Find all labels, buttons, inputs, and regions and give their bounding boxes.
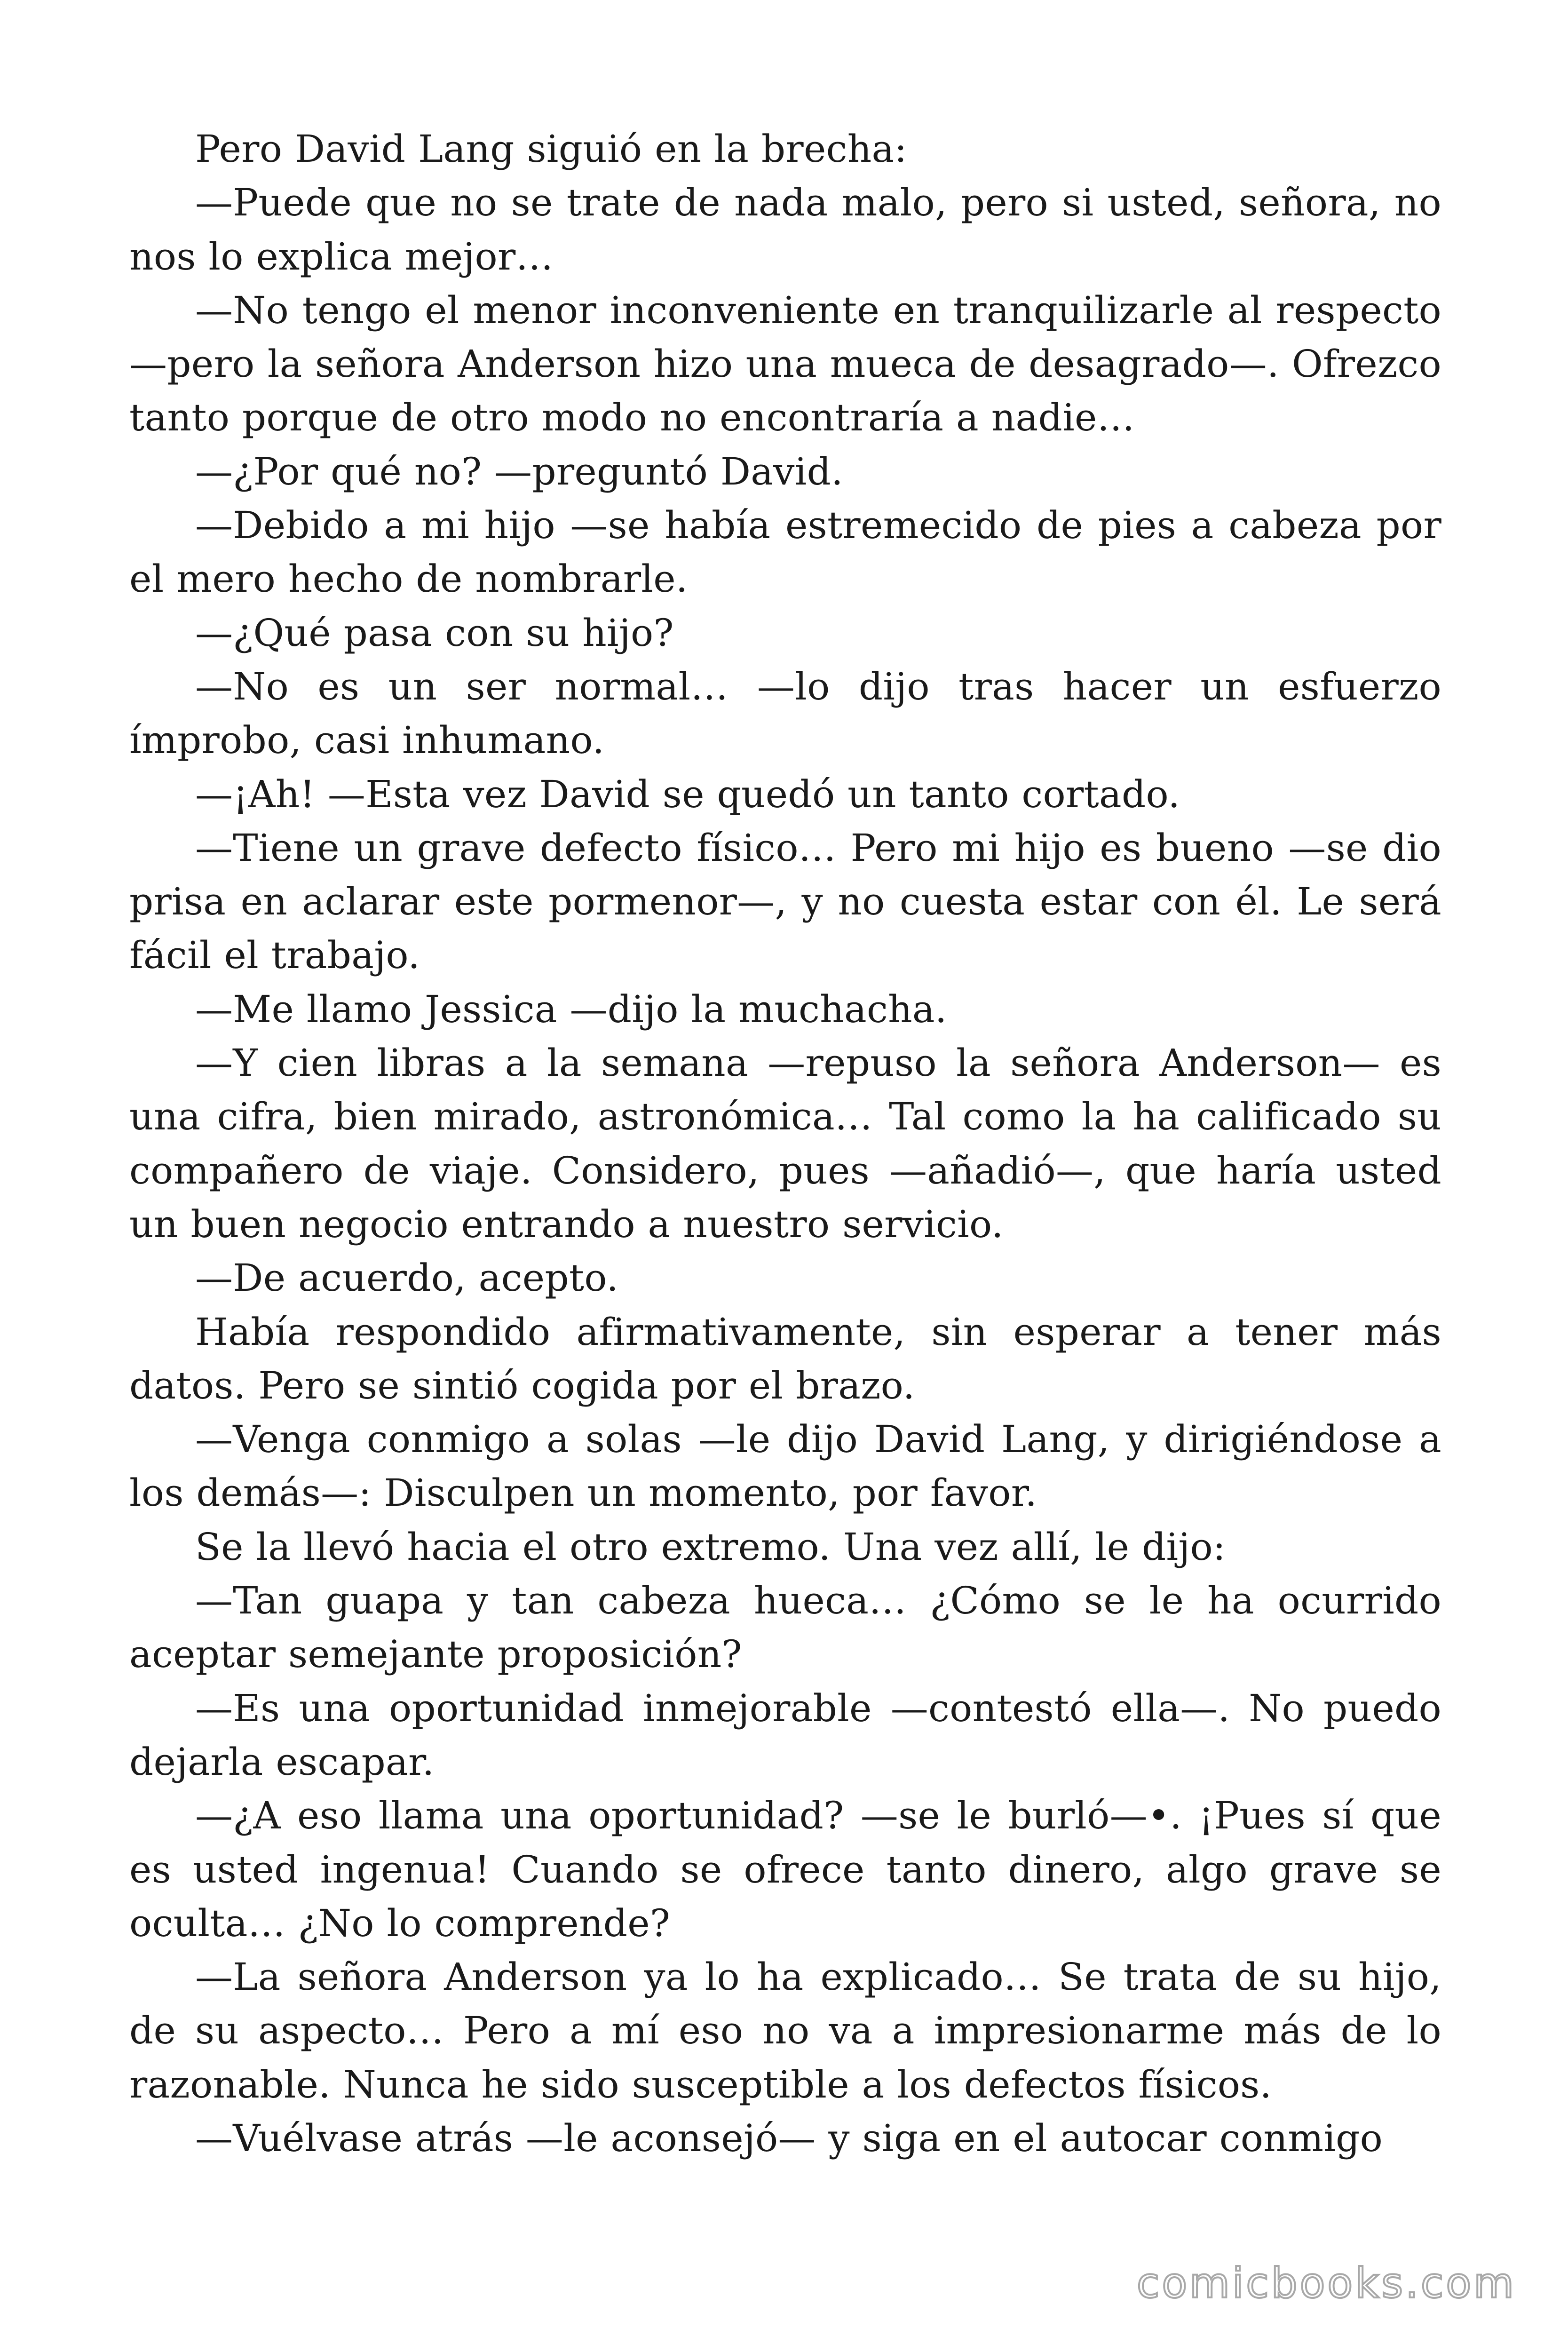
paragraph-6: —¿Qué pasa con su hijo? [195, 611, 674, 655]
paragraph-15: Se la llevó hacia el otro extremo. Una vez allí, le dijo: [195, 1525, 1226, 1569]
book-page-text [129, 122, 1441, 2165]
paragraph-3: —No tengo el menor inconveniente en tranquilizarle al respecto —pero la señora Anderson hizo una mueca de desagrado—. Ofrezco tanto porque de otro modo no encontraría a nadie… [129, 288, 1441, 440]
paragraph-8: —¡Ah! —Esta vez David se quedó un tanto cortado. [195, 772, 1180, 816]
paragraph-12: —De acuerdo, acepto. [195, 1256, 619, 1300]
paragraph-10: —Me llamo Jessica —dijo la muchacha. [195, 987, 947, 1031]
paragraph-11: —Y cien libras a la semana —repuso la señora Anderson— es una cifra, bien mirado, astronómica… Tal como la ha calificado su compañero de viaje. Considero, pues —añadió—, que haría usted un buen negocio entrando a nuestro servicio. [129, 1041, 1441, 1246]
paragraph-16: —Tan guapa y tan cabeza hueca… ¿Cómo se le ha ocurrido aceptar semejante proposición? [129, 1579, 1441, 1677]
paragraph-5: —Debido a mi hijo —se había estremecido de pies a cabeza por el mero hecho de nombrarle. [129, 503, 1441, 601]
paragraph-14: —Venga conmigo a solas —le dijo David Lang, y dirigiéndose a los demás—: Disculpen un momento, por favor. [129, 1417, 1441, 1515]
paragraph-1: Pero David Lang siguió en la brecha: [195, 127, 907, 171]
paragraph-19: —La señora Anderson ya lo ha explicado… Se trata de su hijo, de su aspecto… Pero a mí eso no va a impresionarme más de lo razonable. Nunca he sido susceptible a los defectos físicos. [129, 1955, 1441, 2106]
paragraph-4: —¿Por qué no? —preguntó David. [195, 449, 843, 493]
paragraph-20: —Vuélvase atrás —le aconsejó— y siga en el autocar conmigo [195, 2116, 1383, 2160]
paragraph-9: —Tiene un grave defecto físico… Pero mi hijo es bueno —se dio prisa en aclarar este pormenor—, y no cuesta estar con él. Le será fácil el trabajo. [129, 826, 1441, 977]
paragraph-17: —Es una oportunidad inmejorable —contestó ella—. No puedo dejarla escapar. [129, 1686, 1441, 1784]
watermark-text: comicbooks.com [1136, 2259, 1516, 2307]
paragraph-7: —No es un ser normal… —lo dijo tras hacer un esfuerzo ímprobo, casi inhumano. [129, 664, 1441, 763]
paragraph-13: Había respondido afirmativamente, sin esperar a tener más datos. Pero se sintió cogida por el brazo. [129, 1310, 1441, 1407]
paragraph-18: —¿A eso llama una oportunidad? —se le burló—•. ¡Pues sí que es usted ingenua! Cuando se ofrece tanto dinero, algo grave se oculta… ¿No lo comprende? [129, 1794, 1441, 1945]
paragraph-2: —Puede que no se trate de nada malo, pero si usted, señora, no nos lo explica mejor… [129, 181, 1441, 278]
